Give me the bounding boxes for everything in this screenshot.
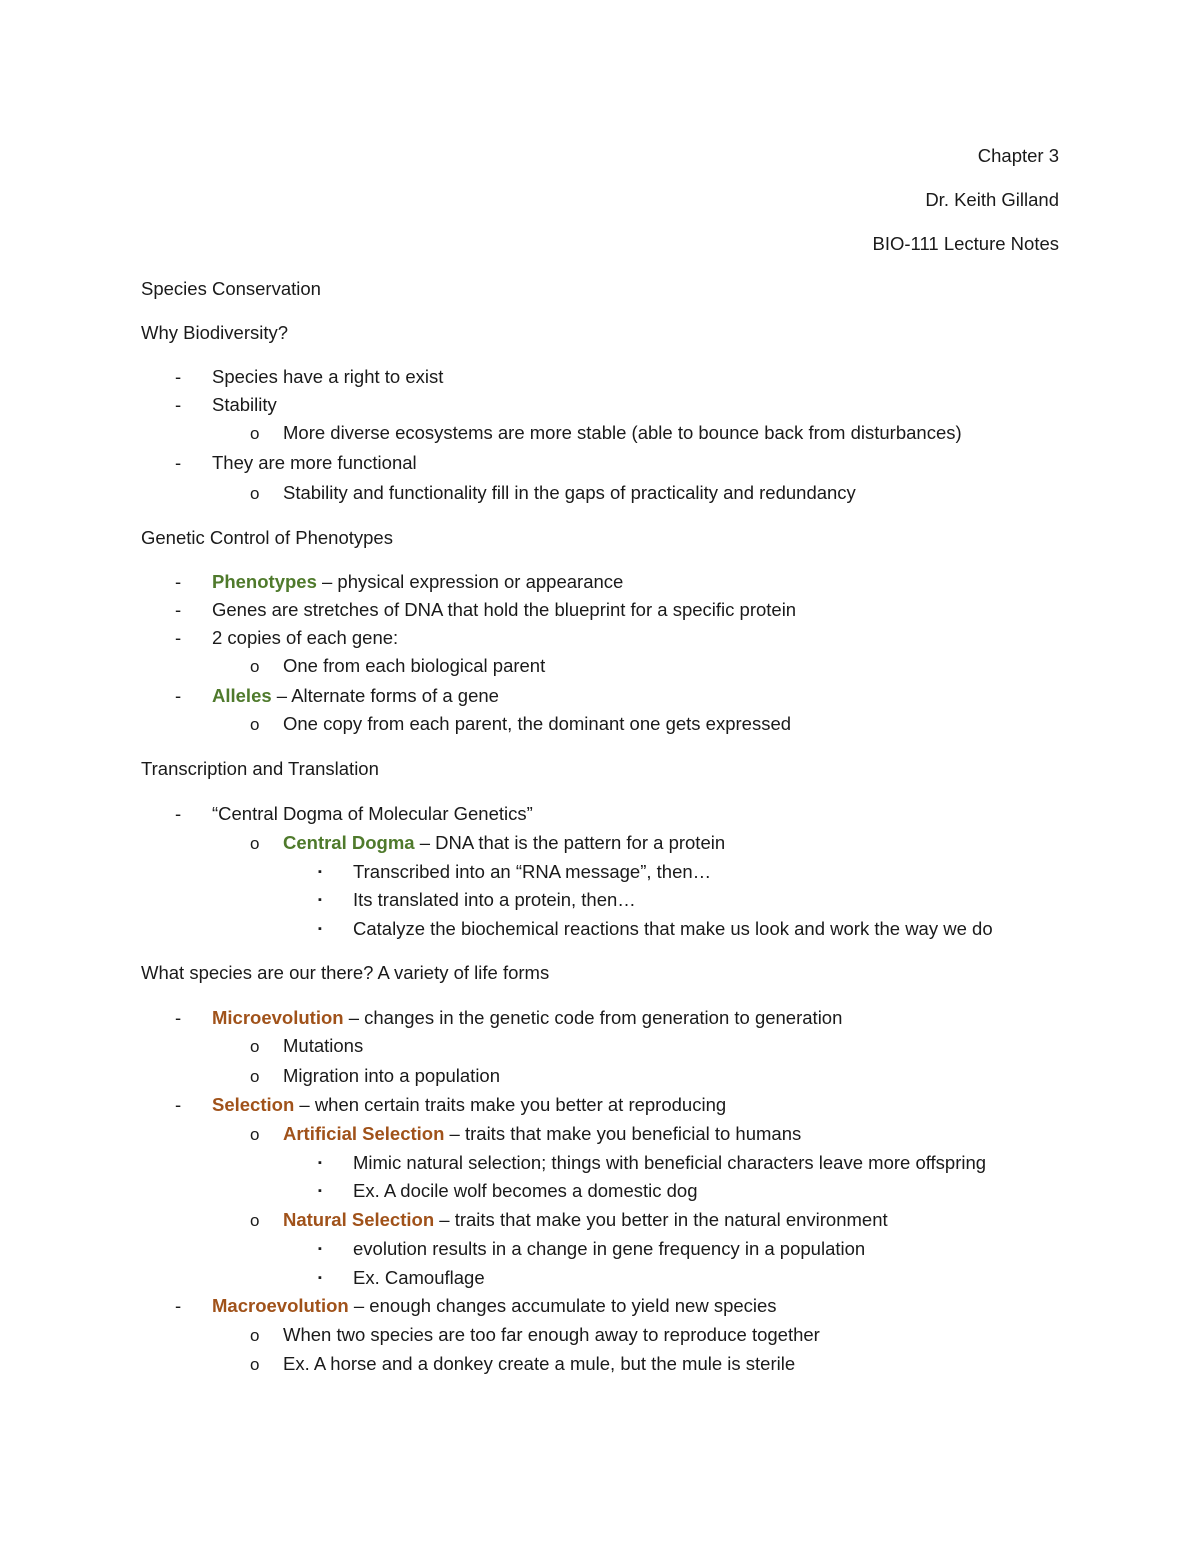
square-bullet: ▪ (318, 1243, 322, 1255)
dash-bullet: - (175, 599, 182, 620)
dash-bullet: - (175, 452, 182, 473)
section-heading-variety: What species are our there? A variety of life forms (141, 962, 550, 983)
list-item: Catalyze the biochemical reactions that make us look and work the way we do (353, 918, 993, 939)
list-item: Migration into a population (283, 1065, 501, 1086)
list-item: One from each biological parent (283, 655, 546, 676)
list-item (212, 685, 499, 707)
list-item: evolution results in a change in gene frequency in a population (353, 1238, 866, 1259)
square-bullet: ▪ (318, 923, 322, 935)
term-natural-selection: Natural Selection (283, 1209, 435, 1230)
list-item (283, 1209, 888, 1231)
square-bullet: ▪ (318, 1157, 322, 1169)
list-item: Ex. A docile wolf becomes a domestic dog (353, 1180, 698, 1201)
list-item: Stability (212, 394, 277, 415)
list-item: Ex. Camouflage (353, 1267, 485, 1288)
list-item: Genes are stretches of DNA that hold the blueprint for a specific protein (212, 599, 797, 620)
square-bullet: ▪ (318, 1185, 322, 1197)
list-item (212, 1007, 842, 1029)
term-alleles: Alleles (212, 685, 272, 706)
dash-bullet: - (175, 571, 182, 592)
list-item (212, 1295, 777, 1317)
circle-bullet: o (250, 657, 260, 676)
dash-bullet: - (175, 394, 182, 415)
circle-bullet: o (250, 834, 260, 853)
list-item (212, 1094, 726, 1116)
circle-bullet: o (250, 1037, 260, 1056)
circle-bullet: o (250, 715, 260, 734)
section-heading-transcription: Transcription and Translation (141, 758, 379, 779)
list-item: Mimic natural selection; things with beneficial characters leave more offspring (353, 1152, 987, 1173)
circle-bullet: o (250, 484, 260, 503)
definition: – traits that make you beneficial to humans (444, 1123, 802, 1144)
list-item: More diverse ecosystems are more stable (able to bounce back from disturbances) (283, 422, 962, 443)
list-item (283, 1123, 801, 1145)
course-name: BIO-111 Lecture Notes (872, 233, 1059, 254)
circle-bullet: o (250, 1211, 260, 1230)
list-item: One copy from each parent, the dominant one gets expressed (283, 713, 792, 734)
definition: – changes in the genetic code from generation to generation (343, 1007, 843, 1028)
definition: – traits that make you better in the natural environment (434, 1209, 888, 1230)
dash-bullet: - (175, 803, 182, 824)
square-bullet: ▪ (318, 866, 322, 878)
term-microevolution: Microevolution (212, 1007, 344, 1028)
chapter-title: Chapter 3 (977, 145, 1059, 166)
section-heading-why-biodiversity: Why Biodiversity? (141, 322, 289, 343)
definition: – when certain traits make you better at reproducing (294, 1094, 727, 1115)
list-item: Its translated into a protein, then… (353, 889, 636, 910)
definition: – physical expression or appearance (316, 571, 624, 592)
dash-bullet: - (175, 1094, 182, 1115)
list-item: Ex. A horse and a donkey create a mule, but the mule is sterile (283, 1353, 796, 1374)
section-heading-species-conservation: Species Conservation (141, 278, 321, 299)
dash-bullet: - (175, 627, 182, 648)
circle-bullet: o (250, 1125, 260, 1144)
term-macroevolution: Macroevolution (212, 1295, 349, 1316)
dash-bullet: - (175, 1007, 182, 1028)
term-phenotypes: Phenotypes (212, 571, 317, 592)
list-item: 2 copies of each gene: (212, 627, 399, 648)
list-item: Stability and functionality fill in the gaps of practicality and redundancy (283, 482, 856, 503)
dash-bullet: - (175, 685, 182, 706)
definition: – DNA that is the pattern for a protein (414, 832, 726, 853)
list-item (212, 571, 623, 593)
list-item: When two species are too far enough away to reproduce together (283, 1324, 820, 1345)
definition: – enough changes accumulate to yield new species (348, 1295, 777, 1316)
dash-bullet: - (175, 1295, 182, 1316)
dash-bullet: - (175, 366, 182, 387)
definition: – Alternate forms of a gene (271, 685, 499, 706)
list-item: They are more functional (212, 452, 417, 473)
term-artificial-selection: Artificial Selection (283, 1123, 445, 1144)
circle-bullet: o (250, 1326, 260, 1345)
term-selection: Selection (212, 1094, 295, 1115)
circle-bullet: o (250, 424, 260, 443)
list-item: Transcribed into an “RNA message”, then… (353, 861, 712, 882)
square-bullet: ▪ (318, 894, 322, 906)
list-item (283, 832, 725, 854)
square-bullet: ▪ (318, 1272, 322, 1284)
author-name: Dr. Keith Gilland (925, 189, 1059, 210)
circle-bullet: o (250, 1355, 260, 1374)
section-heading-genetic-control: Genetic Control of Phenotypes (141, 527, 393, 548)
list-item: Mutations (283, 1035, 364, 1056)
circle-bullet: o (250, 1067, 260, 1086)
term-central-dogma: Central Dogma (283, 832, 415, 853)
list-item: Species have a right to exist (212, 366, 444, 387)
list-item: “Central Dogma of Molecular Genetics” (212, 803, 533, 824)
